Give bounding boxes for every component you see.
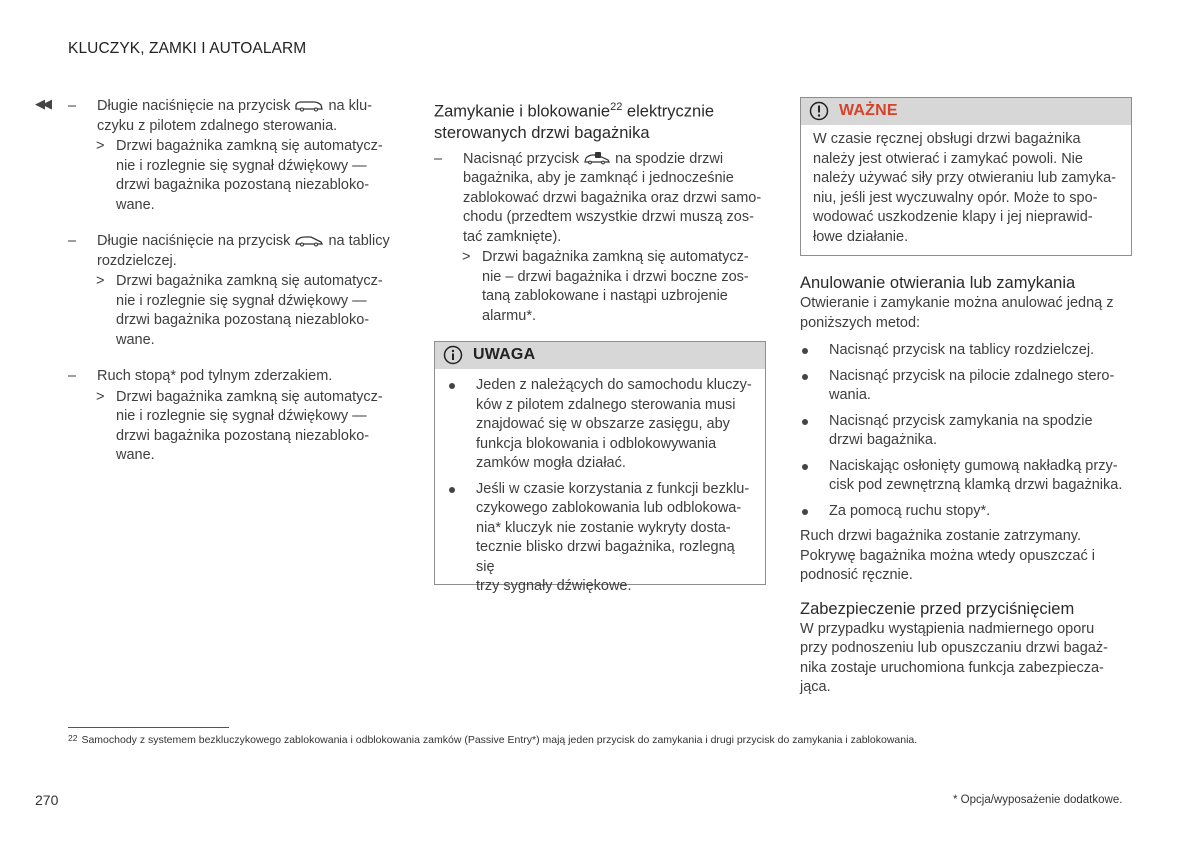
column-1 <box>68 97 408 466</box>
page-header-title: KLUCZYK, ZAMKI I AUTOALARM <box>68 40 307 57</box>
lock-car-icon <box>583 151 611 165</box>
warning-text: W czasie ręcznej obsługi drzwi bagażnika należy jest otwierać i zamykać powoli. Nie należy używać siły przy otwieraniu lub zamyka- niu, jeśli jest wyczuwalny opór. Może to spo- wodować uszkodzenie klapy i jej nieprawid- łowe działanie. <box>813 131 1116 245</box>
list-item: Jeśli w czasie korzystania z funkcji bezklu- czykowego zablokowania lub odblokowa- nia* kluczyk nie zostanie wykryty dosta- tecznie blisko drzwi bagażnika, rozlegną się trzy sygnały dźwiękowe. <box>447 480 755 597</box>
note-box <box>434 341 766 594</box>
footnote: $^{22}$ Samochody z systemem bezkluczykowego zablokowania i odblokowania zamków (Passive Entry*) mają jeden przycisk do zamykania i drugi przycisk do zamykania i zablokowania. <box>68 733 918 746</box>
result-item: > Drzwi bagażnika zamkną się automatycz- nie – drzwi bagażnika i drzwi boczne zos- taną zablokowane i nastąpi uzbrojenie alarmu*. <box>462 249 749 324</box>
warning-box <box>800 97 1132 256</box>
result-item: > Drzwi bagażnika zamkną się automatycz- nie i rozlegnie się sygnał dźwiękowy — drzwi bagażnika pozostaną niezabloko- wane. <box>96 138 383 213</box>
double-left-chevron-icon[interactable]: ◀◀ <box>35 96 49 111</box>
warning-header: WAŻNE <box>801 98 1131 125</box>
paragraph: W przypadku wystąpienia nadmiernego oporu przy podnoszeniu lub opuszczaniu drzwi bagaż- nika zostaje uruchomiona funkcja zabezpiecza- jąca. <box>800 620 1108 695</box>
paragraph: Otwieranie i zamykanie można anulować jedną z poniższych metod: <box>800 295 1114 331</box>
list-item: – Ruch stopą* pod tylnym zderzakiem. > Drzwi bagażnika zamkną się automatycz- nie i rozlegnie się sygnał dźwiękowy — drzwi bagażnika pozostaną niezabloko- wane. <box>68 367 408 466</box>
list-item: Nacisnąć przycisk zamykania na spodzie drzwi bagażnika. <box>800 412 1133 451</box>
section-heading: Anulowanie otwierania lub zamykania <box>800 274 1076 292</box>
car-tailgate-icon <box>294 99 324 112</box>
option-note: * Opcja/wyposażenie dodatkowe. <box>953 794 1123 806</box>
list-item: Za pomocą ruchu stopy*. <box>800 502 1133 522</box>
list-item: Jeden z należących do samochodu kluczy- ków z pilotem zdalnego sterowania musi znajdować się w obszarze zasięgu, aby funkcja blokowania i odblokowywania zamków mogła działać. <box>447 376 755 474</box>
section-heading: Zamykanie i blokowanie$^{22}$ elektrycznie sterowanych drzwi bagażnika <box>434 101 715 142</box>
paragraph: Ruch drzwi bagażnika zostanie zatrzymany. Pokrywę bagażnika można wtedy opuszczać i podnosić ręcznie. <box>800 528 1095 583</box>
section-heading: Zabezpieczenie przed przyciśnięciem <box>800 599 1075 618</box>
exclamation-circle-icon <box>809 101 829 121</box>
list-item: – Nacisnąć przycisk na spodzie drzwi bagażnika, aby je zamknąć i jednocześnie zablokować drzwi bagażnika oraz drzwi samo- chodu (przedtem wszystkie drzwi muszą zos- tać zamknięte). > Drzwi bagażnika zamkną się automatycz- nie – drzwi bagażnika i drzwi boczne zos- taną zablokowane i nastąpi uzbrojenie alarmu*. <box>434 150 768 327</box>
list-item: – Długie naciśnięcie na przycisk na tablicy rozdzielczej. > Drzwi bagażnika zamkną się automatycz- nie i rozlegnie się sygnał dźwiękowy — drzwi bagażnika pozostaną niezabloko- wane. <box>68 232 408 350</box>
car-tailgate-icon <box>294 234 324 247</box>
column-2 <box>434 97 768 594</box>
result-item: > Drzwi bagażnika zamkną się automatycz- nie i rozlegnie się sygnał dźwiękowy — drzwi bagażnika pozostaną niezabloko- wane. <box>96 273 383 348</box>
footnote-divider <box>68 727 229 728</box>
page-number: 270 <box>35 792 59 808</box>
result-item: > Drzwi bagażnika zamkną się automatycz- nie i rozlegnie się sygnał dźwiękowy — drzwi bagażnika pozostaną niezabloko- wane. <box>96 388 383 463</box>
list-item: Naciskając osłonięty gumową nakładką przy- cisk pod zewnętrzną klamką drzwi bagażnika. <box>800 457 1133 496</box>
list-item: Nacisnąć przycisk na pilocie zdalnego stero- wania. <box>800 367 1133 406</box>
note-header: UWAGA <box>435 342 765 369</box>
list-item: – Długie naciśnięcie na przycisk na klu- czyku z pilotem zdalnego sterowania. > Drzwi bagażnika zamkną się automatycz- nie i rozlegnie się sygnał dźwiękowy — drzwi bagażnika pozostaną niezabloko- wane. <box>68 97 408 215</box>
list-item: Nacisnąć przycisk na tablicy rozdzielczej. <box>800 341 1133 361</box>
column-3 <box>800 97 1133 698</box>
info-circle-icon <box>443 345 463 365</box>
